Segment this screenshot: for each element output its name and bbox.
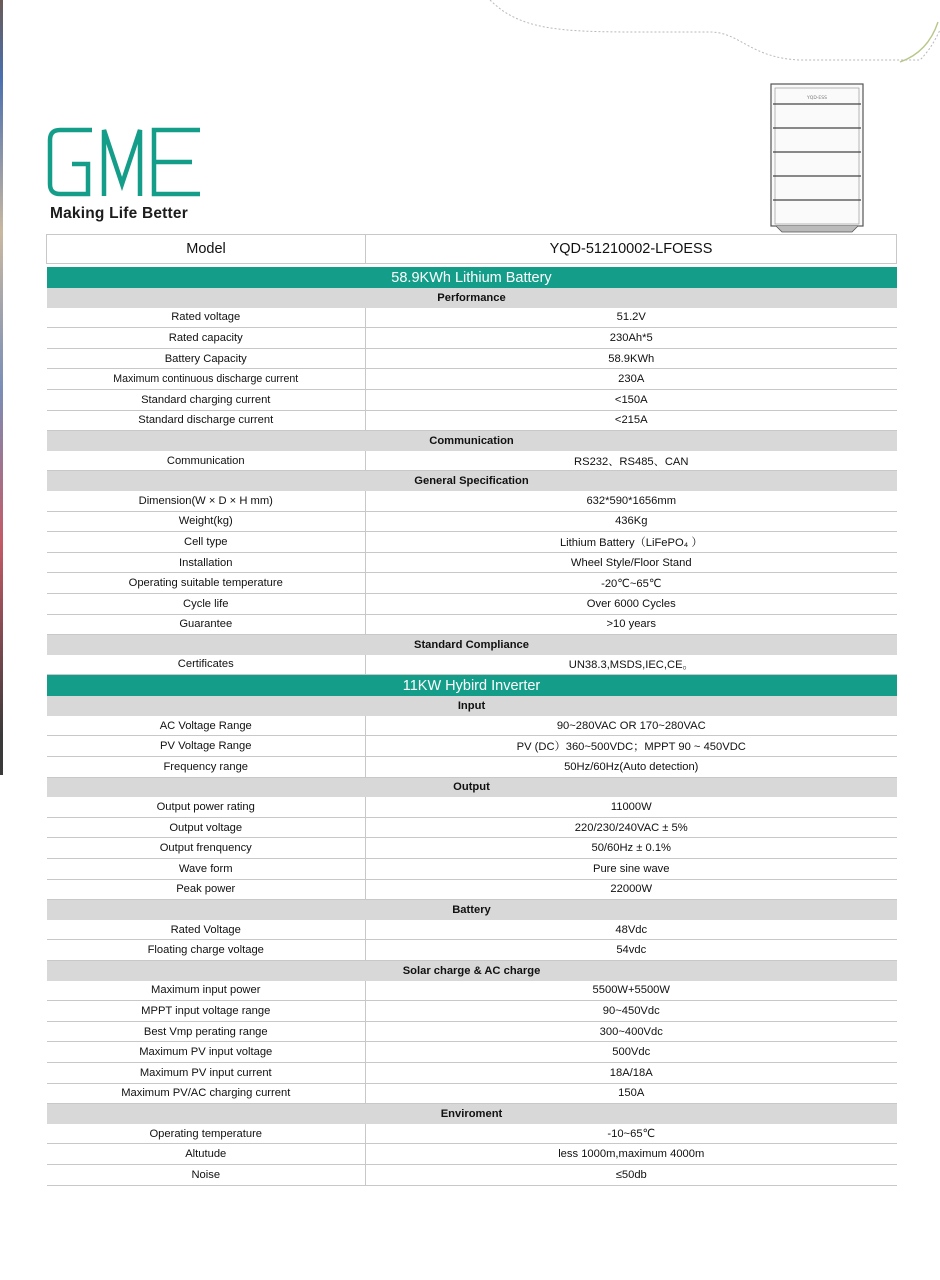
spec-value: ≤50db	[366, 1164, 897, 1185]
spec-value: Lithium Battery（LiFePO₄ ）	[366, 532, 897, 553]
spec-value: Over 6000 Cycles	[366, 593, 897, 614]
subsection-header-compliance	[47, 635, 897, 655]
spec-value: 5500W+5500W	[366, 981, 897, 1001]
spec-label: Output voltage	[47, 817, 366, 838]
spec-value: 150A	[366, 1083, 897, 1104]
spec-row	[47, 348, 897, 369]
spec-row	[47, 1021, 897, 1042]
spec-row	[47, 1164, 897, 1185]
spec-value: 220/230/240VAC ± 5%	[366, 817, 897, 838]
spec-label: Maximum input power	[47, 981, 366, 1001]
spec-label: Maximum PV input voltage	[47, 1042, 366, 1063]
spec-label: Rated capacity	[47, 328, 366, 349]
brand-tagline: Making Life Better	[50, 205, 188, 222]
spec-table	[46, 234, 897, 1186]
spec-value: Wheel Style/Floor Stand	[366, 552, 897, 573]
spec-row	[47, 328, 897, 349]
spec-row	[47, 1144, 897, 1165]
spec-row	[47, 1001, 897, 1022]
spec-row	[47, 879, 897, 900]
cabinet-label: YQD-ESS	[807, 96, 827, 101]
spec-value: RS232、RS485、CAN	[366, 451, 897, 471]
subsection-header-general	[47, 471, 897, 491]
spec-row	[47, 940, 897, 961]
section-title: 11KW Hybird Inverter	[47, 675, 897, 697]
spec-label: Maximum continuous discharge current	[47, 369, 366, 390]
left-edge-strip	[0, 0, 3, 775]
spec-value: less 1000m,maximum 4000m	[366, 1144, 897, 1165]
subsection-title: General Specification	[47, 471, 897, 491]
spec-value: 58.9KWh	[366, 348, 897, 369]
spec-row	[47, 716, 897, 736]
subsection-header-input	[47, 696, 897, 716]
section-header-inverter	[47, 675, 897, 697]
spec-label: Standard discharge current	[47, 410, 366, 431]
spec-row	[47, 614, 897, 635]
spec-label: Battery Capacity	[47, 348, 366, 369]
decorative-curve	[480, 0, 940, 70]
spec-value: <150A	[366, 389, 897, 410]
spec-label: Output frenquency	[47, 838, 366, 859]
spec-row	[47, 410, 897, 431]
spec-row	[47, 736, 897, 757]
spec-label: Best Vmp perating range	[47, 1021, 366, 1042]
spec-label: Rated Voltage	[47, 920, 366, 940]
section-header-battery	[47, 267, 897, 288]
spec-label: Wave form	[47, 859, 366, 880]
spec-row	[47, 797, 897, 817]
spec-row	[47, 552, 897, 573]
spec-value: Pure sine wave	[366, 859, 897, 880]
spec-label: Dimension(W × D × H mm)	[47, 491, 366, 511]
spec-value: 230Ah*5	[366, 328, 897, 349]
spec-value: -10~65℃	[366, 1124, 897, 1144]
spec-value: 230A	[366, 369, 897, 390]
spec-value: <215A	[366, 410, 897, 431]
spec-value: 54vdc	[366, 940, 897, 961]
spec-label: Guarantee	[47, 614, 366, 635]
subsection-title: Output	[47, 777, 897, 797]
section-title: 58.9KWh Lithium Battery	[47, 267, 897, 288]
spec-row	[47, 1083, 897, 1104]
spec-label: Cycle life	[47, 593, 366, 614]
spec-value: 48Vdc	[366, 920, 897, 940]
spec-label: AC Voltage Range	[47, 716, 366, 736]
subsection-header-performance	[47, 288, 897, 308]
battery-cabinet-image	[768, 82, 868, 234]
spec-row	[47, 389, 897, 410]
spec-label: Rated voltage	[47, 308, 366, 328]
subsection-title: Battery	[47, 900, 897, 920]
spec-row	[47, 1042, 897, 1063]
spec-label: Weight(kg)	[47, 511, 366, 532]
spec-label: Peak power	[47, 879, 366, 900]
subsection-title: Enviroment	[47, 1104, 897, 1124]
subsection-title: Input	[47, 696, 897, 716]
spec-label: MPPT input voltage range	[47, 1001, 366, 1022]
spec-label: PV Voltage Range	[47, 736, 366, 757]
spec-label: Noise	[47, 1164, 366, 1185]
subsection-header-communication	[47, 431, 897, 451]
subsection-title: Performance	[47, 288, 897, 308]
spec-row	[47, 532, 897, 553]
spec-value: 632*590*1656mm	[366, 491, 897, 511]
spec-value: 436Kg	[366, 511, 897, 532]
spec-value: 11000W	[366, 797, 897, 817]
subsection-title: Communication	[47, 431, 897, 451]
subsection-header-environment	[47, 1104, 897, 1124]
spec-row	[47, 981, 897, 1001]
model-value: YQD-51210002-LFOESS	[366, 235, 897, 264]
spec-row	[47, 838, 897, 859]
spec-label: Maximum PV/AC charging current	[47, 1083, 366, 1104]
spec-row	[47, 573, 897, 594]
spec-row	[47, 308, 897, 328]
spec-value: 300~400Vdc	[366, 1021, 897, 1042]
spec-value: PV (DC）360~500VDC；MPPT 90 ~ 450VDC	[366, 736, 897, 757]
spec-label: Certificates	[47, 655, 366, 675]
spec-value: -20℃~65℃	[366, 573, 897, 594]
spec-row	[47, 593, 897, 614]
spec-row	[47, 859, 897, 880]
subsection-header-output	[47, 777, 897, 797]
spec-row	[47, 817, 897, 838]
spec-row	[47, 920, 897, 940]
spec-label: Communication	[47, 451, 366, 471]
subsection-header-battery	[47, 900, 897, 920]
brand-logo	[46, 124, 208, 200]
spec-row	[47, 369, 897, 390]
spec-label: Maximum PV input current	[47, 1062, 366, 1083]
spec-value: UN38.3,MSDS,IEC,CE。	[366, 655, 897, 675]
spec-row	[47, 757, 897, 778]
spec-label: Standard charging current	[47, 389, 366, 410]
spec-label: Output power rating	[47, 797, 366, 817]
spec-value: 50Hz/60Hz(Auto detection)	[366, 757, 897, 778]
subsection-title: Standard Compliance	[47, 635, 897, 655]
spec-row	[47, 655, 897, 675]
spec-label: Altutude	[47, 1144, 366, 1165]
model-row	[47, 235, 897, 264]
subsection-header-solar	[47, 961, 897, 981]
spec-value: 90~280VAC OR 170~280VAC	[366, 716, 897, 736]
spec-row	[47, 1062, 897, 1083]
spec-label: Floating charge voltage	[47, 940, 366, 961]
spec-value: 18A/18A	[366, 1062, 897, 1083]
spec-label: Installation	[47, 552, 366, 573]
spec-value: 51.2V	[366, 308, 897, 328]
model-label: Model	[47, 235, 366, 264]
spec-value: 90~450Vdc	[366, 1001, 897, 1022]
spec-label: Frequency range	[47, 757, 366, 778]
spec-row	[47, 491, 897, 511]
spec-row	[47, 511, 897, 532]
spec-value: >10 years	[366, 614, 897, 635]
spec-row	[47, 451, 897, 471]
subsection-title: Solar charge & AC charge	[47, 961, 897, 981]
spec-value: 500Vdc	[366, 1042, 897, 1063]
spec-label: Operating suitable temperature	[47, 573, 366, 594]
spec-label: Cell type	[47, 532, 366, 553]
spec-label: Operating temperature	[47, 1124, 366, 1144]
spec-value: 22000W	[366, 879, 897, 900]
spec-value: 50/60Hz ± 0.1%	[366, 838, 897, 859]
spec-row	[47, 1124, 897, 1144]
